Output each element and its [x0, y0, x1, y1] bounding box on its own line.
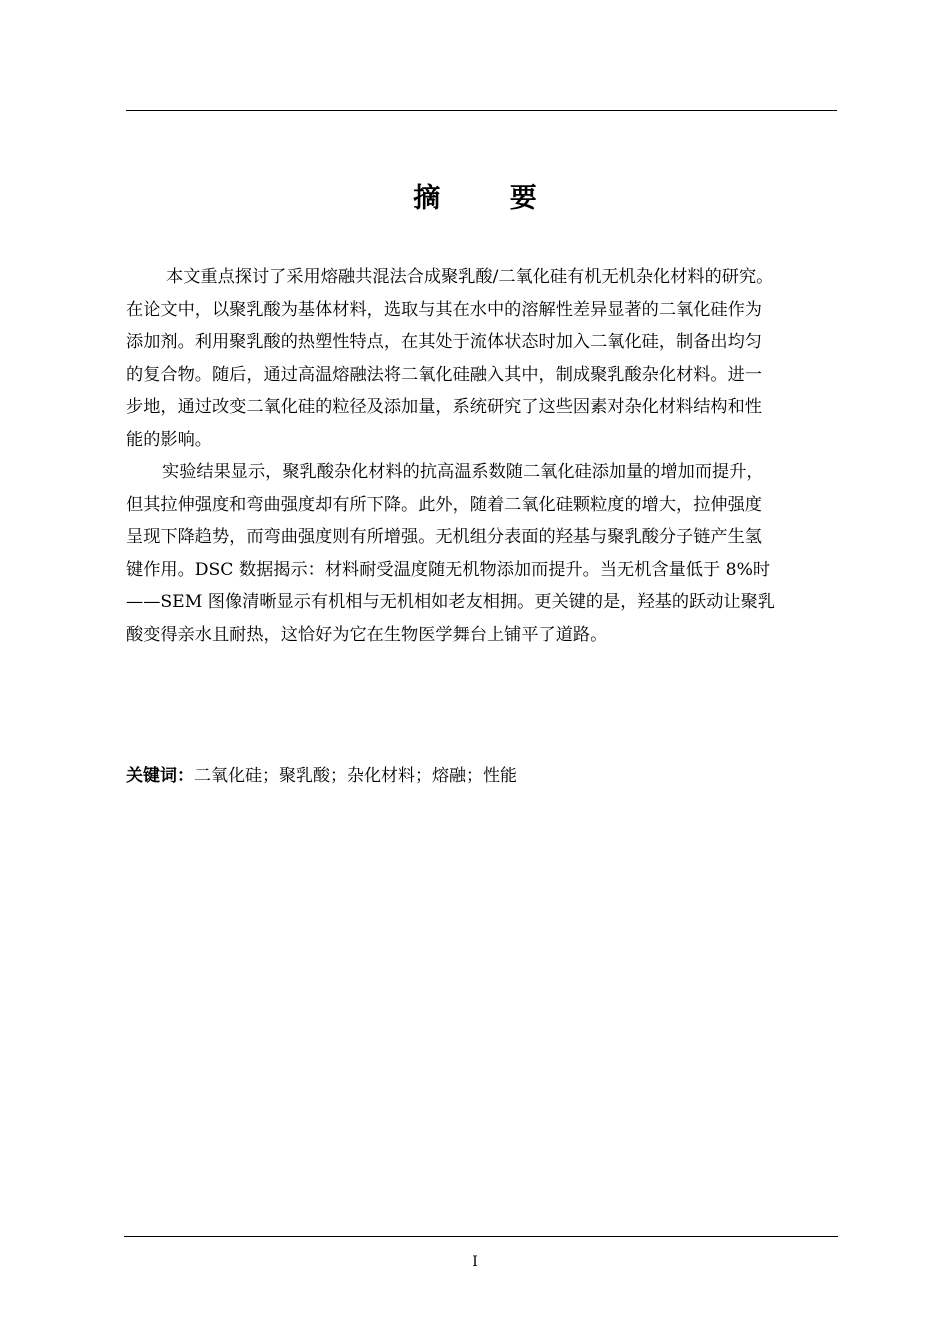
text-line: 键作用。DSC 数据揭示：材料耐受温度随无机物添加而提升。当无机含量低于 8%时: [126, 559, 771, 580]
text-line: 在论文中，以聚乳酸为基体材料，选取与其在水中的溶解性差异显著的二氧化硅作为: [126, 299, 762, 320]
text-line: 添加剂。利用聚乳酸的热塑性特点，在其处于流体状态时加入二氧化硅，制备出均匀: [126, 332, 762, 352]
text-line: 能的影响。: [126, 429, 212, 450]
keywords-label: 关键词：: [126, 766, 194, 786]
text-line: 酸变得亲水且耐热，这恰好为它在生物医学舞台上铺平了道路。: [126, 624, 608, 645]
header-rule: [126, 110, 837, 111]
abstract-paragraph-2: [126, 456, 838, 651]
text-line: 但其拉伸强度和弯曲强度却有所下降。此外，随着二氧化硅颗粒度的增大，拉伸强度: [126, 494, 762, 515]
text-line: 呈现下降趋势，而弯曲强度则有所增强。无机组分表面的羟基与聚乳酸分子链产生氢: [126, 527, 762, 547]
text-line: 的复合物。随后，通过高温熔融法将二氧化硅融入其中，制成聚乳酸杂化材料。进一: [126, 364, 762, 385]
text-line: 步地，通过改变二氧化硅的粒径及添加量，系统研究了这些因素对杂化材料结构和性: [126, 397, 762, 417]
text-line: ——SEM 图像清晰显示有机相与无机相如老友相拥。更关键的是，羟基的跃动让聚乳: [126, 592, 775, 612]
keywords-value: 二氧化硅；聚乳酸；杂化材料；熔融；性能: [194, 766, 517, 786]
text-line: 实验结果显示，聚乳酸杂化材料的抗高温系数随二氧化硅添加量的增加而提升，: [162, 462, 764, 482]
keywords: [126, 761, 517, 786]
text-line: 本文重点探讨了采用熔融共混法合成聚乳酸/二氧化硅有机无机杂化材料的研究。: [166, 267, 774, 287]
abstract-paragraph-1: [126, 261, 838, 456]
page-number: I: [472, 1254, 478, 1270]
page-title: 摘 要: [413, 183, 567, 214]
abstract-body: [126, 261, 838, 651]
footer-rule: [124, 1236, 838, 1237]
